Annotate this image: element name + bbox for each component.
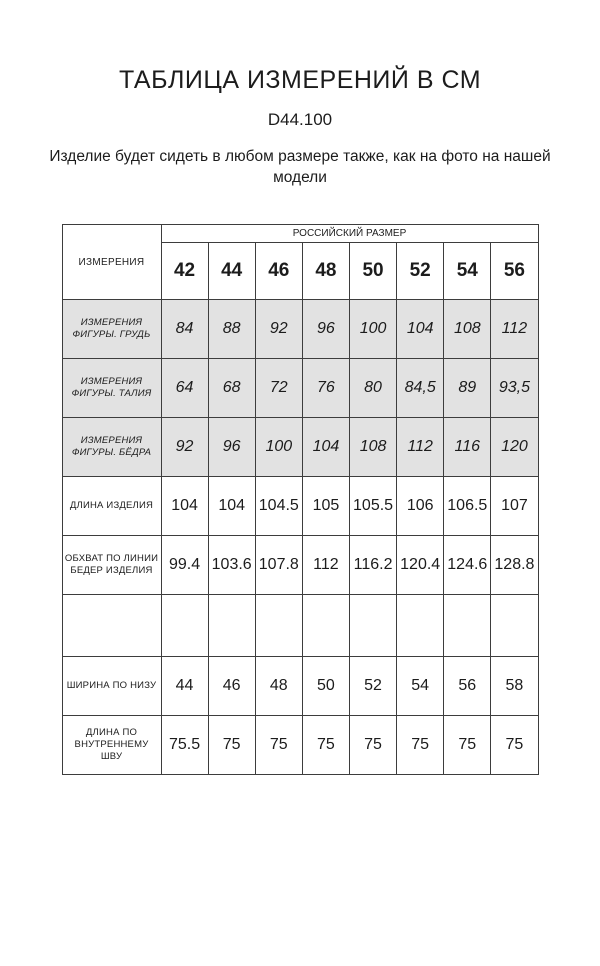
size-cell: 48	[302, 243, 349, 300]
measurement-table	[62, 224, 539, 775]
row-label: ИЗМЕРЕНИЯ ФИГУРЫ. БЁДРА	[62, 418, 161, 477]
table-cell: 104	[302, 418, 349, 477]
table-cell: 107.8	[255, 536, 302, 595]
table-cell: 93,5	[491, 359, 538, 418]
table-cell: 75	[255, 716, 302, 775]
table-cell: 108	[444, 300, 491, 359]
table-cell: 89	[444, 359, 491, 418]
table-cell: 104	[397, 300, 444, 359]
table-cell: 72	[255, 359, 302, 418]
table-cell	[350, 595, 397, 657]
table-cell: 75	[208, 716, 255, 775]
row-label: ОБХВАТ ПО ЛИНИИ БЕДЕР ИЗДЕЛИЯ	[62, 536, 161, 595]
table-cell: 84	[161, 300, 208, 359]
table-header-row	[62, 225, 538, 243]
table-cell	[491, 595, 538, 657]
article-number: D44.100	[267, 110, 333, 129]
table-cell: 116	[444, 418, 491, 477]
measurements-header-cell: ИЗМЕРЕНИЯ	[62, 225, 161, 300]
size-cell: 46	[255, 243, 302, 300]
table-row-figure-waist	[62, 359, 538, 418]
table-cell: 120.4	[397, 536, 444, 595]
table-cell: 107	[491, 477, 538, 536]
table-cell	[255, 595, 302, 657]
table-cell: 100	[350, 300, 397, 359]
size-cell: 44	[208, 243, 255, 300]
table-cell: 58	[491, 657, 538, 716]
row-label	[62, 595, 161, 657]
table-cell: 75	[350, 716, 397, 775]
table-cell: 50	[302, 657, 349, 716]
table-cell: 116.2	[350, 536, 397, 595]
table-row-product-hip-girth	[62, 536, 538, 595]
table-cell: 75	[444, 716, 491, 775]
table-cell: 128.8	[491, 536, 538, 595]
table-cell: 104	[208, 477, 255, 536]
table-cell: 106.5	[444, 477, 491, 536]
size-cell: 42	[161, 243, 208, 300]
table-row-figure-hips	[62, 418, 538, 477]
table-cell: 68	[208, 359, 255, 418]
table-cell: 76	[302, 359, 349, 418]
table-cell: 48	[255, 657, 302, 716]
row-label: ИЗМЕРЕНИЯ ФИГУРЫ. ГРУДЬ	[62, 300, 161, 359]
page-title: ТАБЛИЦА ИЗМЕРЕНИЙ В СМ	[118, 66, 482, 94]
table-cell: 100	[255, 418, 302, 477]
table-cell: 108	[350, 418, 397, 477]
size-cell: 52	[397, 243, 444, 300]
table-cell: 120	[491, 418, 538, 477]
fit-note: Изделие будет сидеть в любом размере также, как на фото на нашей модели	[49, 148, 551, 186]
table-cell: 99.4	[161, 536, 208, 595]
table-cell: 104.5	[255, 477, 302, 536]
table-cell: 124.6	[444, 536, 491, 595]
table-row-product-length	[62, 477, 538, 536]
row-label: ИЗМЕРЕНИЯ ФИГУРЫ. ТАЛИЯ	[62, 359, 161, 418]
table-cell: 104	[161, 477, 208, 536]
table-row-bottom-width	[62, 657, 538, 716]
table-cell: 103.6	[208, 536, 255, 595]
table-cell: 54	[397, 657, 444, 716]
table-cell: 75.5	[161, 716, 208, 775]
size-cell: 56	[491, 243, 538, 300]
table-cell	[208, 595, 255, 657]
row-label: ДЛИНА ПО ВНУТРЕННЕМУ ШВУ	[62, 716, 161, 775]
table-cell	[302, 595, 349, 657]
table-cell	[397, 595, 444, 657]
table-cell: 64	[161, 359, 208, 418]
row-label: ШИРИНА ПО НИЗУ	[62, 657, 161, 716]
table-row-empty	[62, 595, 538, 657]
table-cell: 112	[397, 418, 444, 477]
table-cell: 112	[491, 300, 538, 359]
table-cell	[161, 595, 208, 657]
table-cell: 75	[397, 716, 444, 775]
table-cell: 105	[302, 477, 349, 536]
table-cell: 92	[255, 300, 302, 359]
table-cell: 96	[302, 300, 349, 359]
table-cell: 80	[350, 359, 397, 418]
table-row-inseam-length	[62, 716, 538, 775]
size-cell: 54	[444, 243, 491, 300]
table-cell: 96	[208, 418, 255, 477]
size-cell: 50	[350, 243, 397, 300]
table-row-figure-chest	[62, 300, 538, 359]
table-cell: 92	[161, 418, 208, 477]
table-cell: 112	[302, 536, 349, 595]
table-cell: 84,5	[397, 359, 444, 418]
table-cell: 88	[208, 300, 255, 359]
table-cell: 106	[397, 477, 444, 536]
table-cell: 75	[491, 716, 538, 775]
table-cell: 75	[302, 716, 349, 775]
table-cell: 46	[208, 657, 255, 716]
russian-size-header-cell: РОССИЙСКИЙ РАЗМЕР	[161, 225, 538, 243]
table-cell	[444, 595, 491, 657]
table-cell: 44	[161, 657, 208, 716]
row-label: ДЛИНА ИЗДЕЛИЯ	[62, 477, 161, 536]
table-cell: 52	[350, 657, 397, 716]
table-cell: 56	[444, 657, 491, 716]
table-cell: 105.5	[350, 477, 397, 536]
